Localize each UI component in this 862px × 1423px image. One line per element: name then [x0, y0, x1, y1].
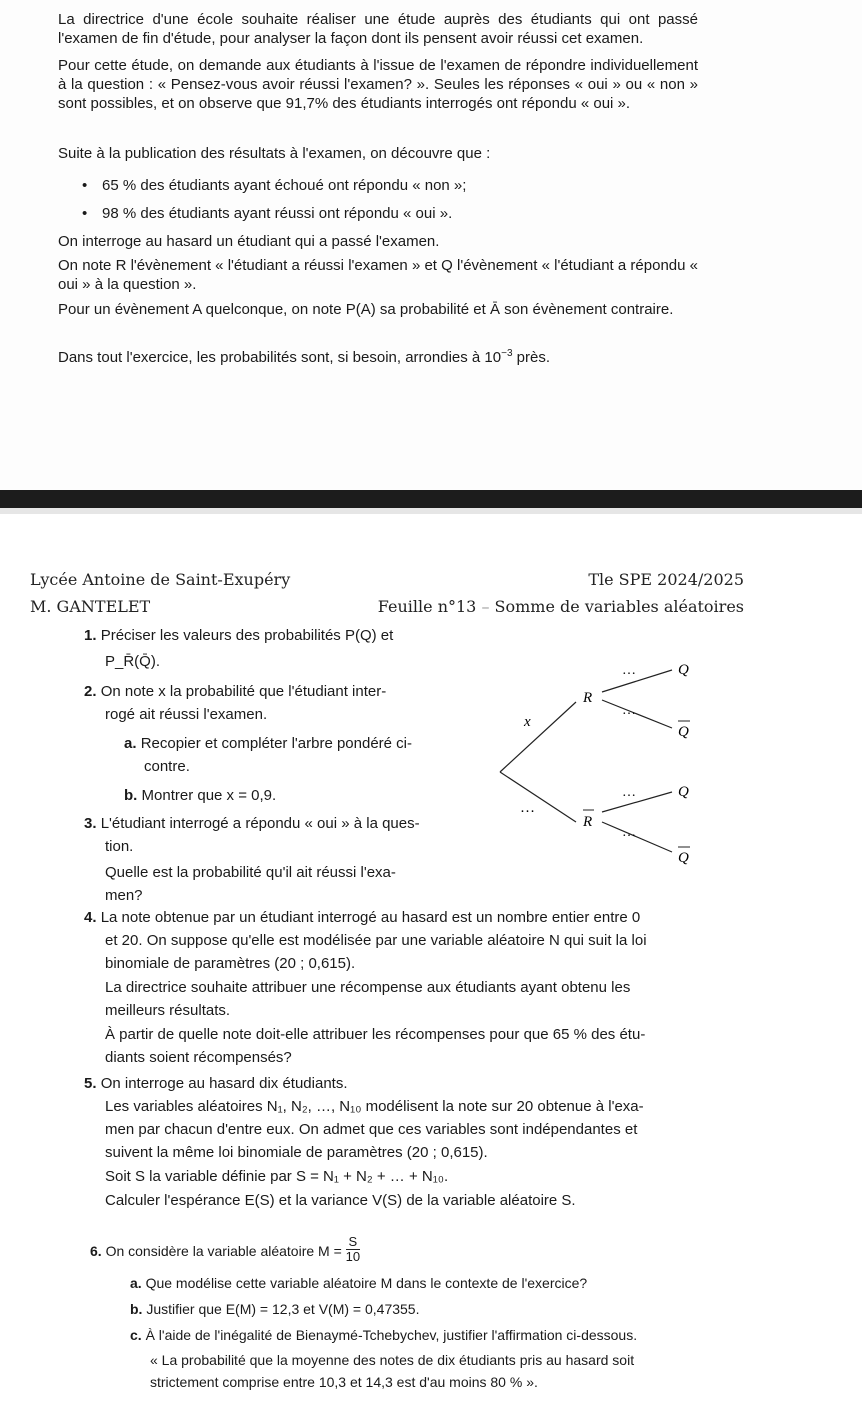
fraction-numerator: S — [346, 1235, 360, 1250]
exercise-intro-section — [0, 0, 862, 490]
question-2a-line-2: contre. — [144, 758, 190, 775]
rounding-power-exp: −3 — [501, 348, 513, 359]
worksheet-page — [0, 514, 862, 1423]
question-3-line-3: Quelle est la probabilité qu'il ait réussi l'exa- — [105, 864, 396, 881]
tree-weight-Rbar-Q: … — [622, 785, 636, 800]
question-4-line-6: À partir de quelle note doit-elle attribuer les récompenses pour que 65 % des étu- — [105, 1026, 646, 1043]
question-3 — [84, 812, 420, 835]
question-6 — [90, 1233, 361, 1264]
question-2-number: 2. — [84, 683, 97, 700]
probability-tree — [480, 640, 740, 882]
question-4-line-1: La note obtenue par un étudiant interrogé au hasard est un nombre entier entre 0 — [100, 909, 641, 926]
question-4-line-2: et 20. On suppose qu'elle est modélisée par une variable aléatoire N qui suit la loi — [105, 932, 647, 949]
tree-branch-R-Qbar — [602, 700, 672, 728]
question-2b-text: Montrer que x = 0,9. — [141, 787, 277, 804]
intro-paragraph-7 — [58, 344, 698, 367]
sheet-subject: Somme de variables aléatoires — [494, 597, 744, 616]
question-4-number: 4. — [84, 909, 97, 926]
rounding-text-post: près. — [512, 349, 551, 366]
tree-branch-Rbar-Qbar — [602, 822, 672, 852]
question-6c-text: À l'aide de l'inégalité de Bienaymé-Tchebychev, justifier l'affirmation ci-dessous. — [145, 1327, 638, 1343]
tree-leaf-Qbar-top: Q — [678, 724, 689, 740]
tree-node-R: R — [583, 690, 593, 706]
tree-leaf-Q-bottom: Q — [678, 784, 689, 800]
question-5-line-3: men par chacun d'entre eux. On admet que ces variables sont indépendantes et — [105, 1121, 638, 1138]
question-3-line-2: tion. — [105, 838, 134, 855]
question-2-line-1: On note x la probabilité que l'étudiant inter- — [100, 683, 387, 700]
intro-paragraph-4: On interroge au hasard un étudiant qui a passé l'examen. — [58, 233, 440, 250]
question-1 — [84, 624, 393, 647]
intro-paragraph-2: Pour cette étude, on demande aux étudiants à l'issue de l'examen de répondre individuellement à la question : « Pensez-vous avoir réussi l'examen? ». Seules les réponses « oui » ou « non » sont possibles, et on observe que 91,7% des étudiants interrogés ont répondu « oui ». — [58, 57, 698, 112]
question-6a-text: Que modélise cette variable aléatoire M dans le contexte de l'exercice? — [145, 1275, 588, 1291]
question-5-line-6: Calculer l'espérance E(S) et la variance V(S) de la variable aléatoire S. — [105, 1192, 576, 1209]
question-2a — [124, 732, 412, 755]
question-3-number: 3. — [84, 815, 97, 832]
class-year: Tle SPE 2024/2025 — [588, 570, 744, 589]
question-6-intro: On considère la variable aléatoire M = — [105, 1243, 346, 1259]
question-3-line-1: L'étudiant interrogé a répondu « oui » à la ques- — [100, 815, 420, 832]
question-5-line-4: suivent la même loi binomiale de paramètres (20 ; 0,615). — [105, 1144, 488, 1161]
bullet-item-1: • 65 % des étudiants ayant échoué ont répondu « non »; — [102, 176, 702, 195]
question-6b — [130, 1298, 419, 1321]
question-2-line-2: rogé ait réussi l'examen. — [105, 706, 268, 723]
tree-weight-Rbar-Qbar: … — [622, 825, 636, 840]
question-5-line-5: Soit S la variable définie par S = N₁ + N₂ + … + N₁₀. — [105, 1168, 449, 1185]
page-separator — [0, 490, 862, 508]
sheet-separator: – — [476, 597, 495, 616]
sheet-title — [378, 597, 744, 616]
teacher-name: M. GANTELET — [30, 597, 151, 616]
tree-weight-rbar: … — [520, 800, 535, 816]
question-6b-text: Justifier que E(M) = 12,3 et V(M) = 0,47355. — [146, 1301, 420, 1317]
question-2 — [84, 680, 386, 703]
question-4-line-3: binomiale de paramètres (20 ; 0,615). — [105, 955, 356, 972]
question-5-number: 5. — [84, 1075, 97, 1092]
bullet-item-2: • 98 % des étudiants ayant réussi ont répondu « oui ». — [102, 204, 702, 223]
question-6a-letter: a. — [130, 1275, 142, 1291]
question-2a-line-1: Recopier et compléter l'arbre pondéré ci- — [140, 735, 413, 752]
question-2b — [124, 784, 276, 807]
question-6-number: 6. — [90, 1243, 102, 1259]
question-6c-quote-line-1: « La probabilité que la moyenne des notes de dix étudiants pris au hasard soit — [150, 1352, 635, 1368]
question-6c-quote-line-2: strictement comprise entre 10,3 et 14,3 est d'au moins 80 % ». — [150, 1374, 538, 1390]
rounding-text-pre: Dans tout l'exercice, les probabilités sont, si besoin, arrondies à — [58, 349, 485, 366]
question-4-line-7: diants soient récompensés? — [105, 1049, 292, 1066]
question-4-line-5: meilleurs résultats. — [105, 1002, 231, 1019]
school-name: Lycée Antoine de Saint-Exupéry — [30, 570, 291, 589]
tree-branch-root-Rbar — [500, 772, 576, 822]
intro-paragraph-3: Suite à la publication des résultats à l'examen, on découvre que : — [58, 145, 491, 162]
intro-paragraph-6: Pour un évènement A quelconque, on note P(A) sa probabilité et Ā son évènement contraire. — [58, 301, 674, 318]
intro-paragraph-5: On note R l'évènement « l'étudiant a réussi l'examen » et Q l'évènement « l'étudiant a répondu « oui » à la question ». — [58, 257, 698, 293]
question-1-line-2: P_R̄(Q̄). — [105, 653, 161, 670]
question-4-line-4: La directrice souhaite attribuer une récompense aux étudiants ayant obtenu les — [105, 979, 631, 996]
fraction-denominator: 10 — [345, 1248, 361, 1264]
tree-weight-x: x — [524, 714, 531, 730]
question-1-number: 1. — [84, 627, 97, 644]
sheet-number: Feuille n°13 — [377, 597, 477, 616]
question-6c-letter: c. — [130, 1327, 142, 1343]
tree-weight-R-Qbar: … — [622, 703, 636, 718]
question-5 — [84, 1072, 348, 1095]
question-6b-letter: b. — [130, 1301, 143, 1317]
question-2a-letter: a. — [124, 735, 137, 752]
tree-leaf-Q-top: Q — [678, 662, 689, 678]
question-5-line-2: Les variables aléatoires N₁, N₂, …, N₁₀ modélisent la note sur 20 obtenue à l'exa- — [105, 1098, 644, 1115]
question-6a — [130, 1272, 587, 1295]
question-1-line-1: Préciser les valeurs des probabilités P(Q) et — [100, 627, 394, 644]
tree-node-Rbar: R — [583, 814, 593, 830]
intro-paragraph-1: La directrice d'une école souhaite réaliser une étude auprès des étudiants qui ont passé l'examen de fin d'étude, pour analyser la façon dont ils pensent avoir réussi cet examen. — [58, 11, 698, 47]
question-4 — [84, 906, 640, 929]
rounding-power-base: 10 — [484, 349, 502, 366]
question-2b-letter: b. — [124, 787, 138, 804]
tree-weight-R-Q: … — [622, 663, 636, 678]
question-6c — [130, 1324, 637, 1347]
tree-branch-R-Q — [602, 670, 672, 692]
tree-leaf-Qbar-bottom: Q — [678, 850, 689, 866]
tree-branch-Rbar-Q — [602, 792, 672, 812]
tree-branch-root-R — [500, 702, 576, 772]
question-5-line-1: On interroge au hasard dix étudiants. — [100, 1075, 348, 1092]
question-3-line-4: men? — [105, 887, 143, 904]
question-6-fraction — [346, 1235, 360, 1264]
